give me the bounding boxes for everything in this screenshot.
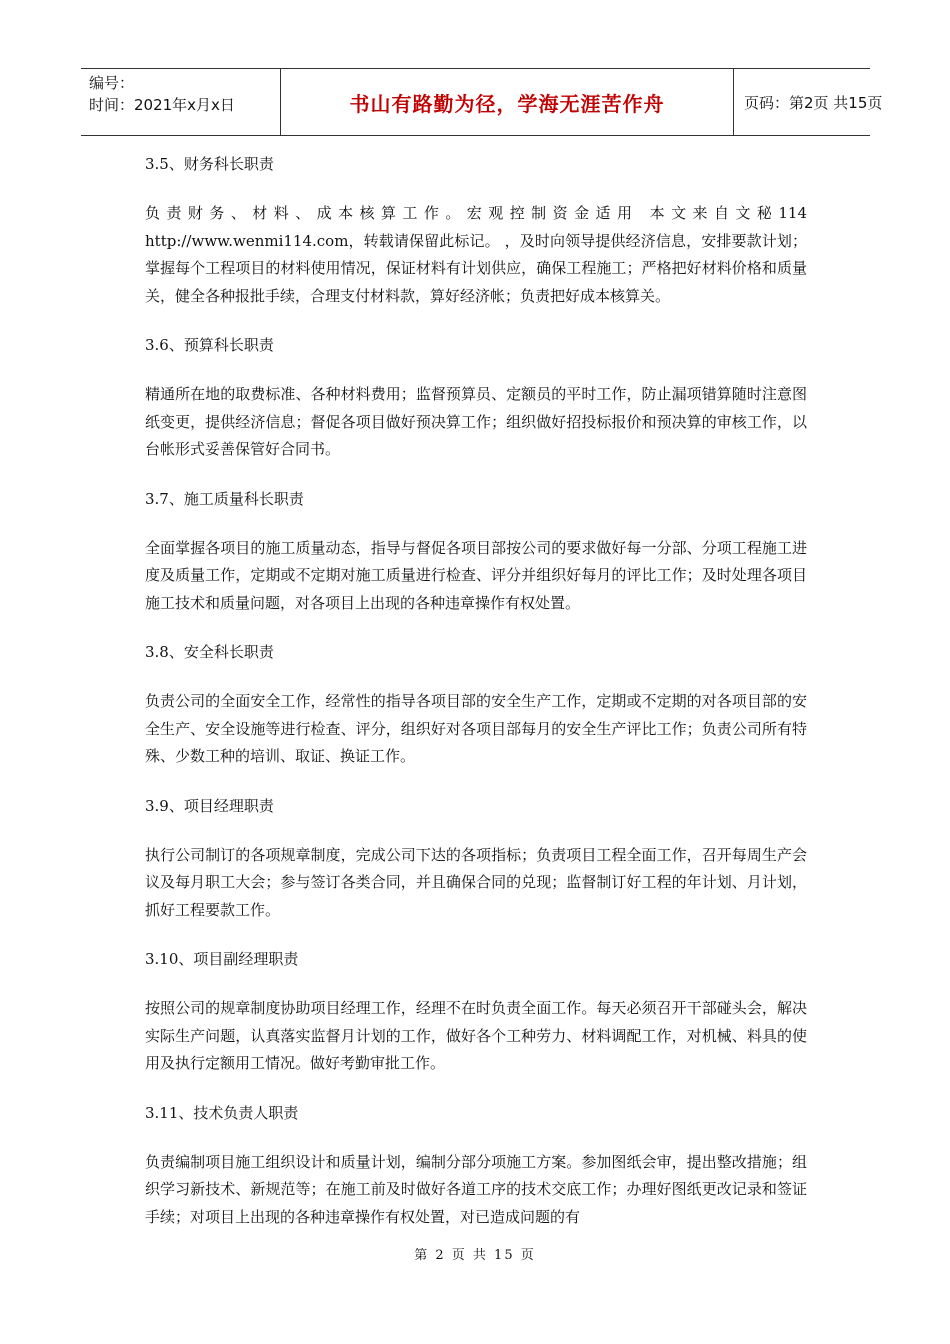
page-footer: 第 2 页 共 15 页 [414,1248,536,1263]
section-heading: 3.8、安全科长职责 [145,643,274,661]
section-paragraph: 按照公司的规章制度协助项目经理工作，经理不在时负责全面工作。每天必须召开干部碰头会，解决实际生产问题，认真落实监督月计划的工作，做好各个工种劳力、材料调配工作，对机械、料具的使用及执行定额用工情况。做好考勤审批工作。 [145,999,807,1072]
section-heading: 3.6、预算科长职责 [145,336,274,354]
section-3-10 [145,945,807,1078]
section-3-5 [145,150,807,310]
section-heading: 3.11、技术负责人职责 [145,1103,299,1122]
header-motto-cell [281,69,734,135]
section-3-7 [145,485,807,618]
section-3-6 [145,331,807,464]
section-heading: 3.9、项目经理职责 [145,796,274,815]
section-paragraph: 执行公司制订的各项规章制度，完成公司下达的各项指标；负责项目工程全面工作，召开每周生产会议及每月职工大会；参与签订各类合同，并且确保合同的兑现；监督制订好工程的年计划、月计划，抓好工程要款工作。 [145,845,807,919]
section-paragraph: 全面掌握各项目的施工质量动态，指导与督促各项目部按公司的要求做好每一分部、分项工程施工进度及质量工作，定期或不定期对施工质量进行检查、评分并组织好每月的评比工作；及时处理各项目施工技术和质量问题，对各项目上出现的各种违章操作有权处置。 [145,538,807,612]
header-meta [81,69,281,135]
section-heading: 3.7、施工质量科长职责 [145,489,304,508]
section-3-9 [145,792,807,925]
document-number-label: 编号： [89,74,135,92]
section-paragraph: 负责财务、材料、成本核算工作。宏观控制资金适用 本文来自文秘114 http://www.wenmi114.com，转载请保留此标记。 ，及时向领导提供经济信息，安排要款计划；掌握每个工程项目的材料使用情况，保证材料有计划供应，确保工程施工；严格把好材料价格和质量关，健全各种报批手续，合理支付材料款，算好经济帐；负责把好成本核算关。 [145,204,807,305]
section-3-11 [145,1099,807,1232]
header-motto: 书山有路勤为径，学海无涯苦作舟 [349,91,665,116]
document-body [145,150,807,1252]
section-heading: 3.5、财务科长职责 [145,155,274,173]
section-paragraph: 负责编制项目施工组织设计和质量计划，编制分部分项施工方案。参加图纸会审，提出整改措施；组织学习新技术、新规范等；在施工前及时做好各道工序的技术交底工作；办理好图纸更改记录和签证手续；对项目上出现的各种违章操作有权处置，对已造成问题的有 [145,1152,807,1226]
section-heading: 3.10、项目副经理职责 [145,950,299,968]
section-paragraph: 负责公司的全面安全工作，经常性的指导各项目部的安全生产工作，定期或不定期的对各项目部的安全生产、安全设施等进行检查、评分，组织好对各项目部每月的安全生产评比工作；负责公司所有特殊、少数工种的培训、取证、换证工作。 [145,692,807,765]
document-time-label: 时间：2021年x月x日 [89,96,235,114]
page-header [81,68,883,136]
section-paragraph: 精通所在地的取费标准、各种材料费用；监督预算员、定额员的平时工作，防止漏项错算随时注意图纸变更，提供经济信息；督促各项目做好预决算工作；组织做好招投标报价和预决算的审核工作，以台帐形式妥善保管好合同书。 [145,385,807,458]
header-page-code: 页码：第2页 共15页 [744,93,883,112]
header-page-cell [734,69,883,135]
section-3-8 [145,638,807,771]
